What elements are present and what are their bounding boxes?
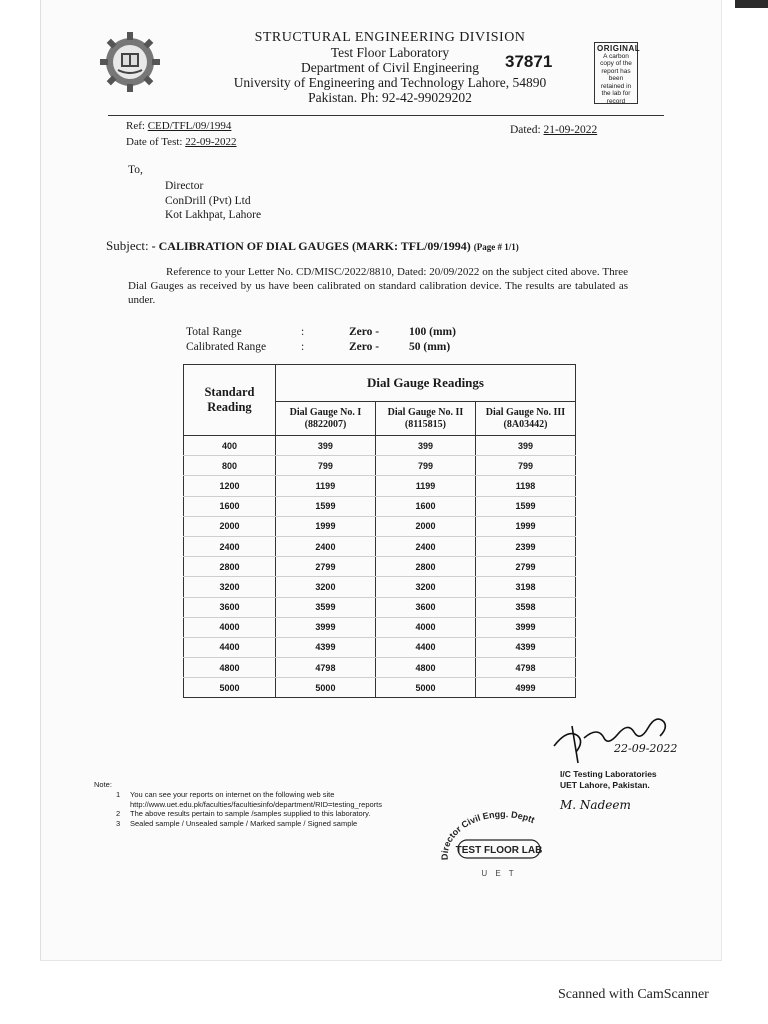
gauge-1-cell: 4798 xyxy=(275,658,375,678)
recipient-company: ConDrill (Pvt) Ltd xyxy=(165,194,251,207)
original-copy-box xyxy=(594,42,641,105)
stamp-bottom-text: U E T xyxy=(481,869,517,878)
table-row xyxy=(184,658,576,678)
standard-reading-cell: 4000 xyxy=(184,617,276,637)
gauge-3-cell: 4999 xyxy=(475,678,575,698)
range-block xyxy=(186,325,469,354)
gauge-2-header: Dial Gauge No. II (8115815) xyxy=(375,402,475,436)
serial-number: 37871 xyxy=(505,52,553,71)
dial-gauge-readings-header: Dial Gauge Readings xyxy=(275,365,575,402)
table-row xyxy=(184,536,576,556)
note-item: 3 Sealed sample / Unsealed sample / Marked sample / Signed sample xyxy=(116,818,358,828)
division-name: STRUCTURAL ENGINEERING DIVISION xyxy=(254,30,526,45)
table-row xyxy=(184,456,576,476)
test-date-label: Date of Test: xyxy=(126,136,183,148)
reports-url: http://www.uet.edu.pk/faculties/facultiesinfo/department/RID=testing_reports xyxy=(130,799,383,809)
gauge-1-cell: 799 xyxy=(275,456,375,476)
gauge-2-cell: 2800 xyxy=(375,557,475,577)
gauge-1-cell: 3200 xyxy=(275,577,375,597)
signatory-institution: UET Lahore, Pakistan. xyxy=(560,779,650,790)
gauge-3-cell: 3999 xyxy=(475,617,575,637)
gauge-3-cell: 3198 xyxy=(475,577,575,597)
gauge-2-cell: 1199 xyxy=(375,476,475,496)
standard-reading-header: Standard Reading xyxy=(184,365,276,436)
calibration-table-body xyxy=(184,436,576,698)
notes-list xyxy=(116,790,382,828)
gauge-1-cell: 1999 xyxy=(275,516,375,536)
gauge-2-cell: 3600 xyxy=(375,597,475,617)
recipient-address xyxy=(165,179,261,223)
department-name: Department of Civil Engineering xyxy=(300,60,480,75)
gauge-1-cell: 1199 xyxy=(275,476,375,496)
gauge-3-cell: 1599 xyxy=(475,496,575,516)
gauge-1-cell: 2799 xyxy=(275,557,375,577)
gauge-3-cell: 4798 xyxy=(475,658,575,678)
gauge-3-cell: 799 xyxy=(475,456,575,476)
gauge-3-cell: 4399 xyxy=(475,637,575,657)
signatory-block xyxy=(560,769,657,790)
university-name: University of Engineering and Technology Lahore, 54890 xyxy=(233,75,547,90)
gauge-3-cell: 2799 xyxy=(475,557,575,577)
to-label: To, xyxy=(128,164,143,176)
body-text: Reference to your Letter No. CD/MISC/2022/8810, Dated: 20/09/2022 on the subject cited above. Three Dial Gauges as received by us have been calibrated on standard calibration device. The results are tabulated as under. xyxy=(128,266,628,306)
gauge-1-cell: 3999 xyxy=(275,617,375,637)
range-colon: : xyxy=(301,326,305,338)
standard-reading-cell: 2000 xyxy=(184,516,276,536)
note-item: 1 You can see your reports on internet on the following web site xyxy=(116,790,335,799)
original-title: ORIGINAL xyxy=(597,44,641,53)
range-from: Zero - xyxy=(349,340,380,353)
standard-reading-cell: 4800 xyxy=(184,658,276,678)
gauge-2-cell: 2000 xyxy=(375,516,475,536)
phone-line: Pakistan. Ph: 92-42-99029202 xyxy=(308,90,472,105)
gauge-2-cell: 4400 xyxy=(375,637,475,657)
gauge-2-cell: 4800 xyxy=(375,658,475,678)
ref-value: CED/TFL/09/1994 xyxy=(147,120,232,132)
table-row xyxy=(184,678,576,698)
note-item: 2 The above results pertain to sample /samples supplied to this laboratory. xyxy=(116,809,371,818)
range-to: 100 (mm) xyxy=(409,326,456,338)
table-row xyxy=(184,577,576,597)
standard-reading-cell: 400 xyxy=(184,436,276,456)
calibrated-range-row xyxy=(186,340,469,355)
table-row xyxy=(184,617,576,637)
stamp-outer-text: Director Civil Engg. Deptt xyxy=(439,810,537,861)
table-row xyxy=(184,516,576,536)
gauge-2-cell: 2400 xyxy=(375,536,475,556)
gauge-1-cell: 1599 xyxy=(275,496,375,516)
lab-name: Test Floor Laboratory xyxy=(330,45,450,60)
gauge-2-cell: 4000 xyxy=(375,617,475,637)
gauge-2-cell: 1600 xyxy=(375,496,475,516)
gauge-3-cell: 2399 xyxy=(475,536,575,556)
gauge-3-cell: 1999 xyxy=(475,516,575,536)
recipient-title: Director xyxy=(165,180,204,192)
signature-date: 22-09-2022 xyxy=(614,742,678,755)
signatory-name-handwritten xyxy=(558,793,638,815)
gauge-1-cell: 399 xyxy=(275,436,375,456)
reference-line xyxy=(126,120,231,132)
test-date-value: 22-09-2022 xyxy=(185,136,237,148)
note-item xyxy=(116,800,382,810)
note-label: Note: xyxy=(94,780,112,789)
standard-reading-cell: 2800 xyxy=(184,557,276,577)
standard-reading-cell: 2400 xyxy=(184,536,276,556)
table-row xyxy=(184,436,576,456)
table-row xyxy=(184,597,576,617)
gauge-2-cell: 5000 xyxy=(375,678,475,698)
gauge-1-header: Dial Gauge No. I (8822007) xyxy=(275,402,375,436)
gauge-1-cell: 5000 xyxy=(275,678,375,698)
signatory-name: M. Nadeem xyxy=(560,798,631,812)
gauge-1-cell: 4399 xyxy=(275,637,375,657)
dated-label: Dated: xyxy=(510,124,541,136)
standard-reading-cell: 3600 xyxy=(184,597,276,617)
range-colon: : xyxy=(301,340,305,353)
test-date-line xyxy=(126,136,237,148)
gauge-3-cell: 399 xyxy=(475,436,575,456)
gauge-3-cell: 3598 xyxy=(475,597,575,617)
recipient-location: Kot Lakhpat, Lahore xyxy=(165,209,262,221)
scan-edge xyxy=(735,0,768,8)
gauge-1-cell: 3599 xyxy=(275,597,375,617)
total-range-row xyxy=(186,325,469,340)
standard-reading-cell: 1600 xyxy=(184,496,276,516)
handwritten-signature xyxy=(548,708,678,768)
table-row xyxy=(184,496,576,516)
standard-reading-cell: 5000 xyxy=(184,678,276,698)
gauge-2-cell: 799 xyxy=(375,456,475,476)
table-row xyxy=(184,637,576,657)
dated-line xyxy=(510,124,597,136)
gauge-3-header: Dial Gauge No. III (8A03442) xyxy=(475,402,575,436)
table-row xyxy=(184,476,576,496)
standard-reading-cell: 1200 xyxy=(184,476,276,496)
range-label: Total Range xyxy=(186,326,242,338)
range-to: 50 (mm) xyxy=(409,340,451,353)
gauge-2-cell: 3200 xyxy=(375,577,475,597)
lab-stamp xyxy=(436,810,566,885)
standard-reading-cell: 3200 xyxy=(184,577,276,597)
table-row xyxy=(184,557,576,577)
standard-reading-cell: 800 xyxy=(184,456,276,476)
gauge-2-cell: 399 xyxy=(375,436,475,456)
body-paragraph xyxy=(128,265,628,307)
subject-label: Subject: xyxy=(106,238,149,253)
subject-text: - CALIBRATION OF DIAL GAUGES (MARK: TFL/09/1994) xyxy=(151,239,471,253)
stamp-inner-text: TEST FLOOR LAB xyxy=(455,845,543,856)
page-indicator: (Page # 1/1) xyxy=(473,242,519,252)
standard-reading-cell: 4400 xyxy=(184,637,276,657)
header-divider xyxy=(108,115,664,116)
gauge-1-cell: 2400 xyxy=(275,536,375,556)
university-logo-icon xyxy=(100,32,160,92)
ref-label: Ref: xyxy=(126,120,145,132)
original-note: A carbon copy of the report has been retained in the lab for record xyxy=(600,52,632,105)
range-label: Calibrated Range xyxy=(186,340,267,353)
range-from: Zero - xyxy=(349,326,380,338)
signatory-title: I/C Testing Laboratories xyxy=(560,769,657,779)
dated-value: 21-09-2022 xyxy=(543,124,598,136)
subject-line xyxy=(106,238,519,254)
gauge-3-cell: 1198 xyxy=(475,476,575,496)
scanner-watermark: Scanned with CamScanner xyxy=(558,987,709,1002)
calibration-table xyxy=(183,364,576,698)
